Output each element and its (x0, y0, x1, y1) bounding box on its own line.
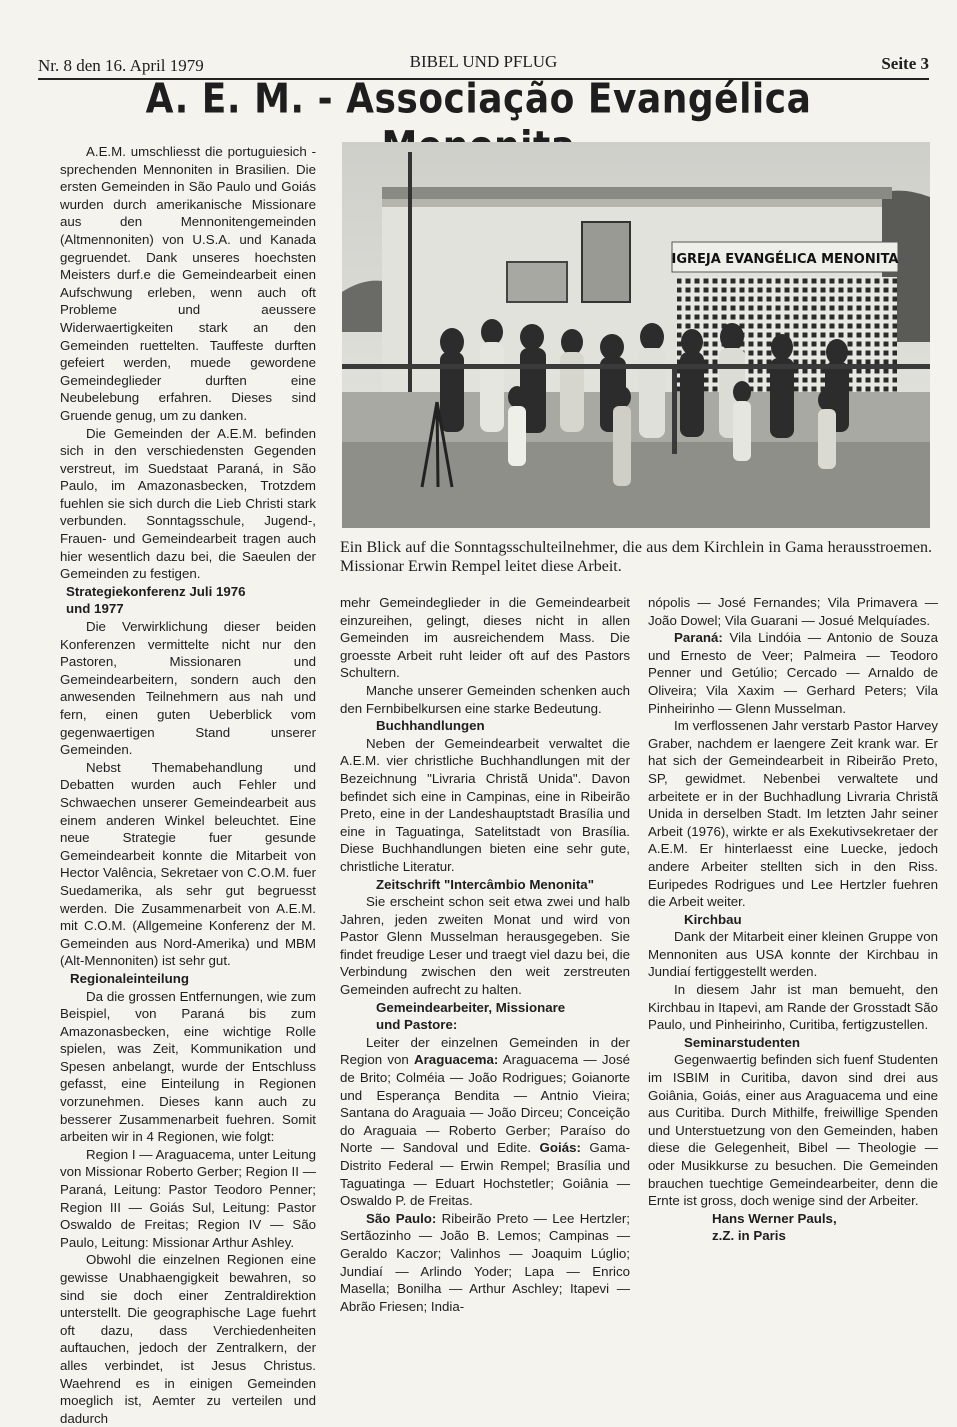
paragraph: mehr Gemeindeglieder in die Gemeindearbeit einzureihen, gelingt, dieses nicht in allen Gemeinden im ausreichendem Mass. Die groesste Arbeit ruht leider oft auf des Pastors Schultern. (340, 595, 630, 681)
church-sign-text: IGREJA EVANGÉLICA MENONITA (671, 252, 899, 267)
church-photo (342, 142, 930, 528)
paragraph (340, 1034, 630, 1210)
paragraph: Im verflossenen Jahr verstarb Pastor Harvey Graber, nachdem er laengere Zeit krank war. Er hat sich der Gemeindearbeit in Ribeirão Preto, SP, gewidmet. Nebenbei verwaltete und arbeitete er in der Buchhadlung Livraria Christã Unida in derselben Stadt. Im letzten Jahr seiner Arbeit (1976), wirkte er als Exekutivsekretaer der A.E.M. Er hinterlaesst eine Luecke, jedoch andere Arbeiter stellten sich in den Riss. Euripedes Rodrigues und Lee Hertzler fuehren die Arbeit weiter. (648, 718, 938, 910)
heading-line: und 1977 (66, 601, 124, 617)
paragraph: Nebst Themabehandlung und Debatten wurden auch Fehler und Schwaechen unserer Gemeindearbeit aus einem anderen Winkel beleuchtet. Eine neue Strategie fuer gesunde Gemeindearbeit konnte die Mitarbeit von Hector Valência, Sekretaer von C.O.M. fuer Suedamerika, als sehr gut begruesst werden. Die Zusammenarbeit von A.E.M. mit C.O.M. (Allgemeine Konferenz der M. Gemeinden aus Nord-Amerika) und MBM (Alt-Mennoniten) ist sehr gut. (60, 759, 316, 969)
column-3 (648, 594, 938, 1245)
paragraph: Die Verwirklichung dieser beiden Konferenzen vermittelte nicht nur den Pastoren, Missionaren und Gemeindearbeitern, sondern auch den anwesenden Teilnehmern aus nah und fern, einen guten Ueberblick vom gegenwaertigen Stand unserer Gemeinden. (60, 619, 316, 758)
paragraph: Region I — Araguacema, unter Leitung von Missionar Roberto Gerber; Region II — Paraná, Leitung: Pastor Teodoro Penner; Region III — Goiás Sul, Leitung: Pastor Oswaldo de Freitas; Region IV — São Paulo, Leitung: Missionar Arthur Ashley. (60, 1146, 316, 1250)
paragraph: Obwohl die einzelnen Regionen eine gewisse Unabhaengigkeit bewahren, so sind sie doch einer Zentraldirektion unterstellt. Die geographische Lage fuehrt oft dazu, dass Verchiedenheiten auftauchen, jedoch der Zentralkern, der alles verbindet, ist Jesus Christus. Waehrend es in einigen Gemeinden moeglich ist, Aemter zu verteilen und dadurch (60, 1252, 316, 1426)
section-heading: Kirchbau (684, 911, 742, 927)
column-1 (60, 143, 316, 1427)
heading-line: und Pastore: (376, 1017, 458, 1033)
paragraph: Da die grossen Entfernungen, wie zum Beispiel, von Paraná bis zum Amazonasbecken, eine wichtige Rolle spielen, was Zeit, Kommunikation und Spesen anbelangt, wurde der Entschluss gefasst, eine Einteilung in Regionen vorzunehmen. Dieses kann auch zu besserer Zusammenarbeit fuehren. Somit arbeiten wir in 4 Regionen, wie folgt: (60, 988, 316, 1145)
text-run: Gama-Distrito Federal — Erwin Rempel; Brasília und Taguatinga — Eduart Hochstetler; Goiânia — Oswaldo P. de Freitas. (340, 1140, 630, 1209)
paragraph: Sie erscheint schon seit etwa zwei und halb Jahren, jeden zweiten Monat und wird von Pastor Glenn Musselman herausgegeben. Sie findet freudige Leser und traegt viel dazu bei, die Verbindung zwischen den weit zerstreuten Gemeinden aufrecht zu halten. (340, 894, 630, 998)
region-label: Araguacema: (414, 1052, 499, 1068)
region-label: Paraná: (674, 630, 723, 646)
section-heading (340, 999, 630, 1034)
paragraph: Gegenwaertig befinden sich fuenf Studenten im ISBIM in Curitiba, davon sind drei aus Goiânia, Goiás, einer aus Araguacema und eine aus Curitiba. Durch Mithilfe, freiwillige Spenden und Unterstuetzung von den Gemeinden, haben diese die Gelegenheit, Bibel — Theologie — oder Musikkurse zu besuchen. Die Gemeinden brauchen tuechtige Gemeindearbeiter, denn die Ernte ist gross, doch wenige sind der Arbeiter. (648, 1052, 938, 1209)
author-name: Hans Werner Pauls, (712, 1210, 837, 1226)
section-heading: Zeitschrift "Intercâmbio Menonita" (376, 876, 594, 892)
paragraph: Die Gemeinden der A.E.M. befinden sich in den verschiedensten Gegenden verstreut, im Suedstaat Paraná, in São Paulo, im Amazonasbecken, Trotzdem fuehlen sie sich durch die Lieb Christi stark verbunden. Sonntagsschule, Jugend-, Frauen- und Gemeindearbeit tragen auch hier wesentlich dazu bei, die Saeulen der Gemeinden zu festigen. (60, 425, 316, 582)
issue-date: Nr. 8 den 16. April 1979 (38, 56, 204, 75)
region-label: Goiás: (539, 1140, 581, 1156)
text-run: Vila Lindóia — Antonio de Souza und Ernesto de Veer; Palmeira — Teodoro Penner und Getúlio; Cercado — Arnaldo de Oliveira; Vila Xaxim — Gerhard Peters; Vila Pinheirinho — Glenn Musselman. (648, 630, 938, 716)
text-run: Leiter der einzelnen Gemeinden in der Region von (340, 1034, 630, 1068)
section-heading: Buchhandlungen (376, 718, 485, 734)
paragraph: Neben der Gemeindearbeit verwaltet die A.E.M. vier christliche Buchhandlungen mit der Bezeichnung "Livraria Christã Unida". Davon befindet sich eine in Campinas, eine in Ribeirão Preto, eine in der Landeshauptstadt Brasília und eine in Taguatinga, Satelitstadt von Brasília. Diese Buchhandlungen bieten eine sehr gute, christliche Literatur. (340, 735, 630, 874)
publication-name: BIBEL UND PFLUG (409, 52, 558, 71)
section-heading (60, 583, 316, 618)
author-location: z.Z. in Paris (712, 1228, 786, 1244)
paragraph: In diesem Jahr ist man bemueht, den Kirchbau in Itapevi, am Rande der Grosstadt São Paulo, und Pinheirinho, Curitiba, fertigzustellen. (648, 982, 938, 1033)
heading-line: Gemeindearbeiter, Missionare (376, 999, 566, 1015)
paragraph (648, 629, 938, 717)
section-heading: Seminarstudenten (684, 1034, 801, 1050)
region-label: São Paulo: (366, 1210, 437, 1226)
section-heading: Regionaleinteilung (70, 970, 189, 986)
photo-caption: Ein Blick auf die Sonntagsschulteilnehmer, die aus dem Kirchlein in Gama herausstroemen. Missionar Erwin Rempel leitet diese Arbeit. (340, 539, 932, 575)
heading-line: Strategiekonferenz Juli 1976 (66, 583, 246, 599)
paragraph: A.E.M. umschliesst die portuguiesich -sprechenden Mennoniten in Brasilien. Die ersten Gemeinden in São Paulo und Goiás wurden durch amerikanische Missionare aus den Mennonitengemeinden (Altmennoniten) von U.S.A. und Kanada gegruendet. Dank unseres hoechsten Meisters durf.e die Gemeindearbeit einen Aufschwung erleben, wenn auch oft Probleme und aeussere Widerwaertigkeiten stark an den Gemeinden ruettelten. Tauffeste durften gefeiert werden, muede gewordene Gemeindeglieder durften eine Neubelebung erfahren. Dieses sind Gruende genug, um zu danken. (60, 144, 316, 423)
text-run: Araguacema — José de Brito; Colméia — João Rodrigues; Goianorte und Esperança Bendita — Antnio Vieira; Santana do Araguaia — João Dirceu; Conceição do Araguaia — Roberto Gerber; Paraíso do Norte — Sandoval und Edite. (340, 1052, 630, 1156)
article-headline: A. E. M. - Associação Evangélica (145, 75, 812, 123)
paragraph: Manche unserer Gemeinden schenken auch den Fernbibelkursen eine starke Bedeutung. (340, 682, 630, 716)
page-number: Seite 3 (881, 54, 929, 73)
paragraph (340, 1210, 630, 1316)
paragraph: nópolis — José Fernandes; Vila Primavera — João Dowel; Vila Guarani — Josué Melquíades. (648, 595, 938, 628)
text-run: Ribeirão Preto — Lee Hertzler; Sertãozinho — João B. Lemos; Campinas — Geraldo Kaczor; Valinhos — Joaquim Lúglio; Jundiaí — Arlindo Yoder; Lapa — Enrico Masella; Bonilha — Arthur Aschley; Itapevi — Abrão Friesen; India- (340, 1210, 630, 1314)
column-2 (340, 594, 630, 1315)
paragraph: Dank der Mitarbeit einer kleinen Gruppe von Mennoniten aus USA konnte der Kirchbau in Jundiaí fertiggestellt werden. (648, 929, 938, 980)
